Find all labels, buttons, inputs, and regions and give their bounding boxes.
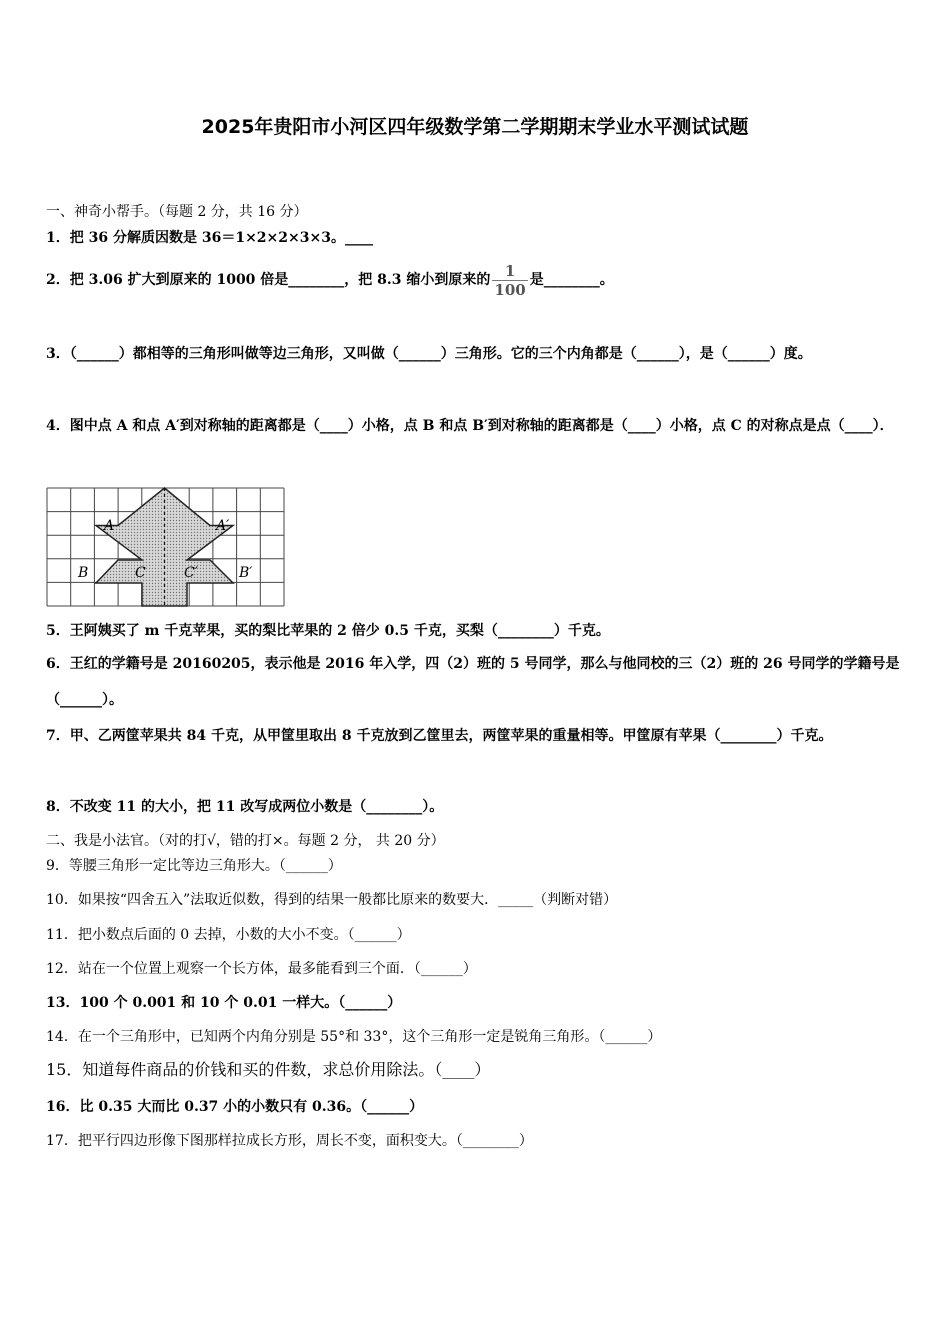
question-3: 3．（______）都相等的三角形叫做等边三角形，又叫做（______）三角形。它的三个内角都是（______），是（______）度。	[46, 346, 812, 362]
label-a: A	[104, 518, 115, 534]
question-10: 10．如果按“四舍五入”法取近似数，得到的结果一般都比原来的数要大．_____（判断对错）	[46, 892, 618, 908]
question-6: 6．王红的学籍号是 20160205，表示他是 2016 年入学，四（2）班的 5 号同学，那么与他同校的三（2）班的 26 号同学的学籍号是（______）。	[46, 656, 900, 708]
question-13: 13．100 个 0.001 和 10 个 0.01 一样大。（______）	[46, 995, 402, 1011]
question-2	[46, 260, 614, 300]
question-11: 11．把小数点后面的 0 去掉，小数的大小不变。（______）	[46, 927, 411, 943]
question-9: 9．等腰三角形一定比等边三角形大。（______）	[46, 858, 342, 874]
question-12: 12．站在一个位置上观察一个长方体，最多能看到三个面．（______）	[46, 961, 477, 977]
question-2-text-b: 是________。	[529, 272, 614, 288]
question-7: 7．甲、乙两筐苹果共 84 千克，从甲筐里取出 8 千克放到乙筐里去，两筐苹果的重量相等。甲筐原有苹果（________）千克。	[46, 728, 833, 744]
label-c: C	[135, 565, 146, 581]
fraction-one-hundredth	[492, 262, 527, 299]
page-title: 2025年贵阳市小河区四年级数学第二学期期末学业水平测试试题	[201, 116, 749, 138]
question-17: 17．把平行四边形像下图那样拉成长方形，周长不变，面积变大。（________）	[46, 1133, 533, 1149]
label-b: B	[78, 565, 89, 581]
section-heading-1: 一、神奇小帮手。（每题 2 分，共 16 分）	[46, 204, 308, 220]
tree-symmetry-figure	[46, 486, 286, 608]
question-2-text-a: 2．把 3.06 扩大到原来的 1000 倍是________，把 8.3 缩小到原来的	[46, 272, 491, 288]
question-4: 4．图中点 A 和点 A′到对称轴的距离都是（____）小格，点 B 和点 B′到对称轴的距离都是（____）小格，点 C 的对称点是点（____）．	[46, 418, 894, 434]
label-c-prime: C′	[184, 565, 198, 581]
question-8: 8．不改变 11 的大小，把 11 改写成两位小数是（________）。	[46, 799, 444, 815]
label-b-prime: B′	[239, 565, 253, 581]
question-15: 15．知道每件商品的价钱和买的件数，求总价用除法。（____）	[46, 1060, 491, 1079]
question-5: 5．王阿姨买了 m 千克苹果，买的梨比苹果的 2 倍少 0.5 千克，买梨（________）千克。	[46, 623, 610, 639]
question-1: 1．把 36 分解质因数是 36＝1×2×2×3×3。____	[46, 230, 373, 246]
question-14: 14．在一个三角形中，已知两个内角分别是 55°和 33°，这个三角形一定是锐角三角形。（______）	[46, 1029, 662, 1045]
fraction-numerator: 1	[492, 262, 527, 281]
question-16: 16．比 0.35 大而比 0.37 小的小数只有 0.36。（______）	[46, 1099, 424, 1115]
section-heading-2: 二、我是小法官。（对的打√，错的打×。每题 2 分， 共 20 分）	[46, 833, 445, 849]
fraction-denominator: 100	[494, 280, 526, 299]
label-a-prime: A′	[216, 518, 230, 534]
